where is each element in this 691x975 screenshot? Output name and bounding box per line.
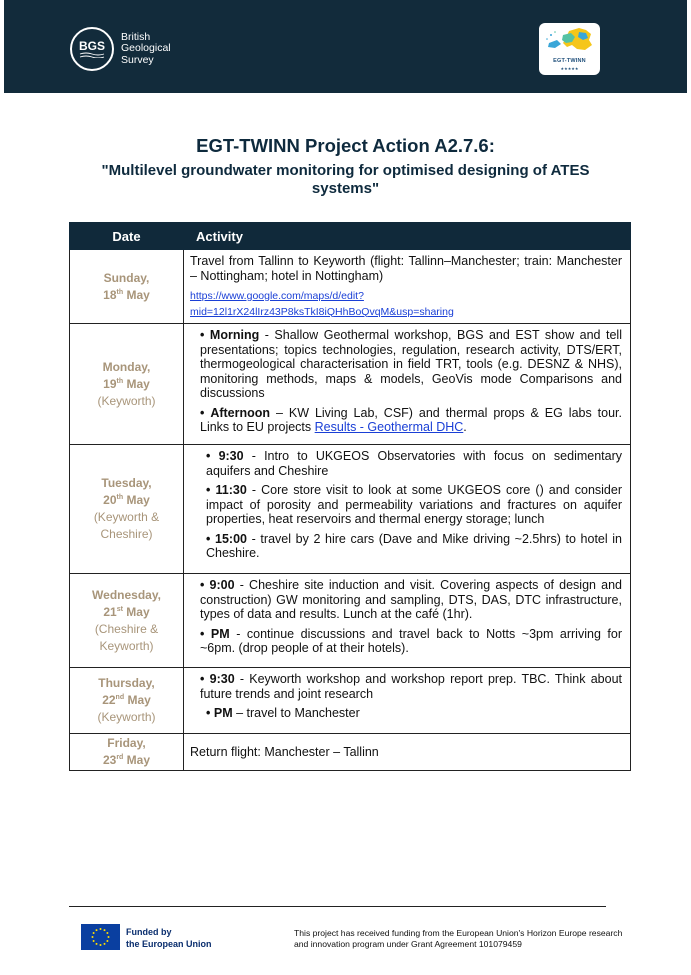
activity-item: • Afternoon – KW Living Lab, CSF) and thermal props & EG labs tour. Links to EU projects Results - Geothermal DHC. — [200, 405, 622, 434]
day-date: 21st May — [103, 604, 150, 619]
date-cell — [70, 574, 184, 668]
document-subtitle: "Multilevel groundwater monitoring for optimised designing of ATES systems" — [101, 162, 590, 197]
day-date: 22nd May — [102, 693, 151, 707]
date-cell — [70, 445, 184, 574]
activity-cell — [184, 445, 631, 574]
eu-funding-line: Funded by — [126, 927, 172, 937]
day-date: 20th May — [103, 493, 150, 507]
day-location: Keyworth) — [99, 638, 154, 653]
day-name: Friday, — [107, 736, 146, 750]
day-name: Thursday, — [98, 676, 155, 690]
activity-text: Travel from Tallinn to Keyworth (flight: Tallinn–Manchester; train: Manchester – Nottingham; hotel in Nottingham) — [190, 254, 622, 283]
table-row — [70, 445, 631, 574]
day-date: 18th May — [103, 287, 150, 302]
table-row — [70, 324, 631, 445]
activity-text: Return flight: Manchester – Tallinn — [190, 744, 379, 759]
map-link[interactable]: https://www.google.com/maps/d/edit?mid=12l1rX24lIrz43P8ksTkI8iQHhBoQvqM&usp=sharing — [190, 290, 454, 318]
day-location: (Keyworth & — [93, 510, 160, 524]
date-cell — [70, 668, 184, 734]
column-header-date: Date — [70, 223, 184, 250]
day-date: 19th May — [103, 376, 150, 391]
activity-item: • 11:30 - Core store visit to look at some UKGEOS core () and consider impact of porosity and permeability variations and fractures on aquifer properties, heat reservoirs and thermal energy storage; lunch — [206, 483, 622, 526]
bgs-mark: BGS — [78, 38, 105, 53]
activity-cell — [184, 324, 631, 445]
bgs-name-line: Geological — [121, 42, 171, 55]
bgs-name — [121, 32, 171, 67]
document-title: EGT-TWINN Project Action A2.7.6: — [196, 135, 495, 156]
day-name: Tuesday, — [101, 476, 152, 490]
activity-item: • 9:30 - Intro to UKGEOS Observatories with focus on sedimentary aquifers and Cheshire — [206, 449, 622, 478]
table-row — [70, 734, 631, 771]
activity-item: • Morning - Shallow Geothermal workshop, BGS and EST show and tell presentations; topics technologies, regulation, research activity, DTS/ERT, thermogeological characterisation in field TRT, tools (e.g. DESNZ & NHS), monitoring methods, maps & models, GeoVis mode Comparisons and discussions — [200, 328, 622, 400]
table-header-row — [70, 223, 631, 250]
activity-item: • PM - continue discussions and travel back to Notts ~3pm arriving for ~6pm. (drop people of at their hotels). — [200, 626, 622, 655]
activity-cell — [184, 250, 631, 324]
day-location: Cheshire) — [100, 527, 153, 541]
day-name: Monday, — [102, 359, 151, 374]
activity-item: • 15:00 - travel by 2 hire cars (Dave and Mike driving ~2.5hrs) to hotel in Cheshire. — [206, 531, 622, 560]
grant-statement: This project has received funding from the European Union's Horizon Europe research and innovation program under Grant Agreement 101079459 — [294, 928, 623, 949]
column-header-activity: Activity — [184, 223, 631, 250]
strata-icon — [79, 52, 105, 58]
bgs-name-line: British — [121, 30, 151, 43]
table-row — [70, 250, 631, 324]
date-cell — [70, 734, 184, 771]
results-geothermal-link[interactable]: Results - Geothermal DHC — [314, 420, 464, 434]
egt-logo-text: EGT-TWINN — [553, 58, 586, 64]
day-location: (Cheshire & — [94, 621, 159, 636]
activity-cell — [184, 574, 631, 668]
page-header — [4, 0, 687, 93]
eu-flag-icon — [81, 924, 120, 950]
egt-twinn-logo — [539, 23, 600, 75]
bgs-name-line: Survey — [121, 53, 154, 66]
eu-funding-label — [126, 926, 212, 950]
activity-item: • 9:30 - Keyworth workshop and workshop report prep. TBC. Think about future trends and joint research — [200, 672, 622, 701]
day-date: 23rd May — [102, 753, 151, 767]
day-location: (Keyworth) — [97, 710, 156, 724]
activity-item: • PM – travel to Manchester — [206, 706, 360, 720]
day-name: Wednesday, — [92, 587, 161, 602]
europe-map-icon — [539, 23, 600, 57]
date-cell — [70, 250, 184, 324]
eu-funding-line: the European Union — [126, 939, 212, 949]
footer-divider — [69, 906, 606, 907]
activity-link-line — [190, 288, 622, 319]
eu-stars-icon: ★★★★★ — [560, 66, 579, 71]
bgs-logo — [70, 27, 171, 71]
schedule-table — [69, 222, 631, 771]
activity-cell — [184, 734, 631, 771]
bgs-emblem — [70, 27, 114, 71]
date-cell — [70, 324, 184, 445]
day-name: Sunday, — [103, 270, 150, 285]
activity-cell — [184, 668, 631, 734]
activity-item: • 9:00 - Cheshire site induction and visit. Covering aspects of design and construction) GW monitoring and sampling, DTS, DAS, DTC infrastructure, types of data and results. Lunch at the café (1hr). — [200, 578, 622, 621]
table-row — [70, 668, 631, 734]
day-location: (Keyworth) — [97, 393, 156, 408]
table-row — [70, 574, 631, 668]
